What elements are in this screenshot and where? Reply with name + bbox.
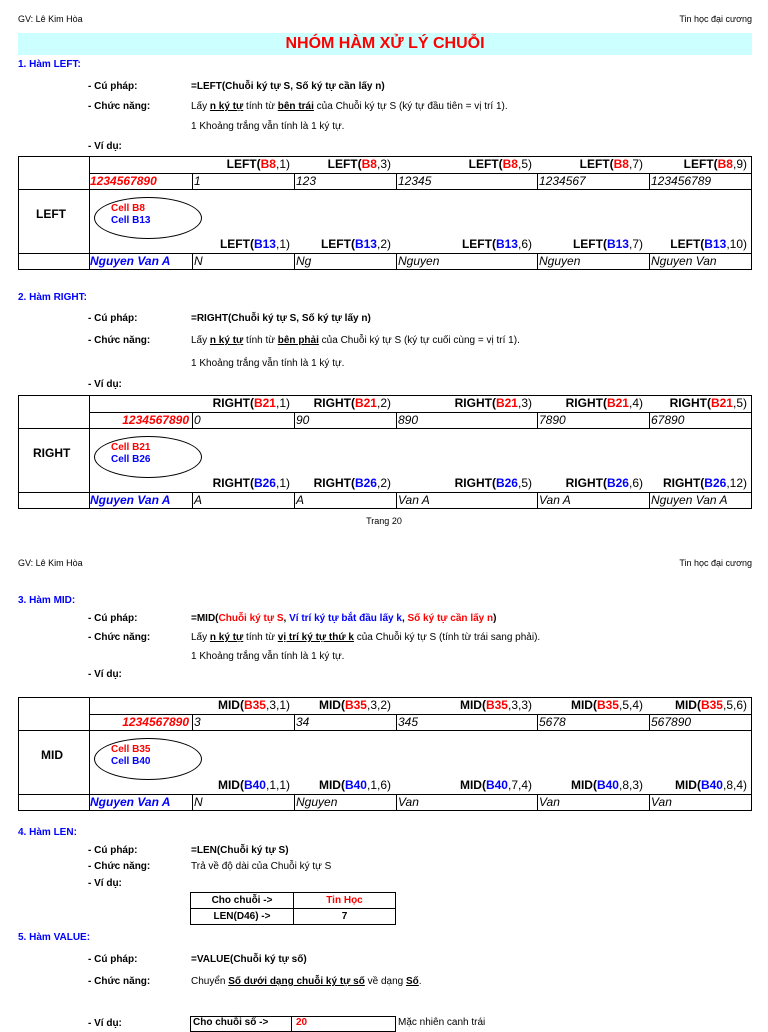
mid-formula-1-5: MID(B35,5,6) bbox=[674, 698, 747, 712]
mid-formula-2-5: MID(B40,8,4) bbox=[674, 778, 747, 792]
mid-result-1-2: 34 bbox=[296, 715, 310, 729]
left-result-2-4: Nguyen bbox=[539, 254, 581, 268]
left-syntax: =LEFT(Chuỗi ký tự S, Số ký tự cần lấy n) bbox=[191, 81, 385, 92]
len-description: Trả về độ dài của Chuỗi ký tự S bbox=[191, 861, 332, 872]
len-syntax: =LEN(Chuỗi ký tự S) bbox=[191, 845, 289, 856]
mid-result-1-4: 5678 bbox=[539, 715, 566, 729]
right-source-1: 1234567890 bbox=[122, 413, 189, 427]
right-result-1-1: 0 bbox=[194, 413, 201, 427]
function-label: - Chức năng: bbox=[88, 632, 151, 643]
value-heading: 5. Hàm VALUE: bbox=[18, 932, 91, 943]
len-value-1: Tin Học bbox=[294, 893, 396, 909]
function-label: - Chức năng: bbox=[88, 861, 151, 872]
example-label: - Ví dụ: bbox=[88, 379, 122, 390]
left-formula-2-2: LEFT(B13,2) bbox=[320, 237, 391, 251]
mid-result-1-3: 345 bbox=[398, 715, 419, 729]
right-result-2-5: Nguyen Van A bbox=[651, 493, 728, 507]
function-label: - Chức năng: bbox=[88, 335, 151, 346]
right-result-2-4: Van A bbox=[539, 493, 571, 507]
mid-formula-2-1: MID(B40,1,1) bbox=[217, 778, 290, 792]
value-val: 20 bbox=[296, 1017, 308, 1028]
right-formula-2-1: RIGHT(B26,1) bbox=[212, 476, 290, 490]
mid-result-2-1: N bbox=[194, 795, 203, 809]
mid-formula-1-2: MID(B35,3,2) bbox=[318, 698, 391, 712]
mid-result-2-3: Van bbox=[398, 795, 419, 809]
right-formula-1-3: RIGHT(B21,3) bbox=[454, 396, 532, 410]
mid-formula-1-3: MID(B35,3,3) bbox=[459, 698, 532, 712]
right-result-1-5: 67890 bbox=[651, 413, 685, 427]
example-label: - Ví dụ: bbox=[88, 141, 122, 152]
len-value-2: 7 bbox=[294, 909, 396, 925]
author-label-2: GV: Lê Kim Hòa bbox=[18, 558, 83, 568]
left-formula-1-4: LEFT(B8,7) bbox=[579, 157, 643, 171]
mid-cell-callout: Cell B35 Cell B40 bbox=[94, 738, 202, 780]
mid-formula-1-4: MID(B35,5,4) bbox=[570, 698, 643, 712]
left-source-1: 1234567890 bbox=[90, 174, 157, 188]
mid-formula-1-1: MID(B35,3,1) bbox=[217, 698, 290, 712]
left-formula-2-3: LEFT(B13,6) bbox=[461, 237, 532, 251]
mid-source-1: 1234567890 bbox=[122, 715, 189, 729]
right-formula-1-5: RIGHT(B21,5) bbox=[669, 396, 747, 410]
syntax-label: - Cú pháp: bbox=[88, 954, 138, 965]
len-example-table bbox=[190, 892, 396, 925]
right-example-table bbox=[18, 395, 752, 509]
function-label: - Chức năng: bbox=[88, 101, 151, 112]
course-label: Tin học đại cương bbox=[679, 14, 752, 24]
left-row-label: LEFT bbox=[36, 207, 66, 221]
right-cell-callout: Cell B21 Cell B26 bbox=[94, 436, 202, 478]
right-syntax: =RIGHT(Chuỗi ký tự S, Số ký tự lấy n) bbox=[191, 313, 371, 324]
mid-formula-2-2: MID(B40,1,6) bbox=[318, 778, 391, 792]
len-heading: 4. Hàm LEN: bbox=[18, 827, 77, 838]
right-result-1-3: 890 bbox=[398, 413, 419, 427]
left-cell-callout: Cell B8 Cell B13 bbox=[94, 197, 202, 239]
right-formula-1-2: RIGHT(B21,2) bbox=[313, 396, 391, 410]
left-result-1-1: 1 bbox=[194, 174, 201, 188]
right-formula-2-3: RIGHT(B26,5) bbox=[454, 476, 532, 490]
right-heading: 2. Hàm RIGHT: bbox=[18, 292, 87, 303]
right-formula-2-4: RIGHT(B26,6) bbox=[565, 476, 643, 490]
left-result-2-2: Ng bbox=[296, 254, 312, 268]
example-label: - Ví dụ: bbox=[88, 878, 122, 889]
space-note: 1 Khoảng trắng vẫn tính là 1 ký tự. bbox=[191, 121, 345, 132]
left-formula-1-1: LEFT(B8,1) bbox=[226, 157, 290, 171]
left-formula-1-5: LEFT(B8,9) bbox=[683, 157, 747, 171]
mid-result-1-1: 3 bbox=[194, 715, 201, 729]
left-result-1-3: 12345 bbox=[398, 174, 432, 188]
right-result-1-2: 90 bbox=[296, 413, 310, 427]
len-label-1: Cho chuỗi -> bbox=[191, 893, 294, 909]
space-note: 1 Khoảng trắng vẫn tính là 1 ký tự. bbox=[191, 358, 345, 369]
mid-result-2-5: Van bbox=[651, 795, 672, 809]
right-description: Lấy n ký tự tính từ bên phải của Chuỗi ký tự S (ký tự cuối cùng = vị trí 1). bbox=[191, 335, 520, 346]
space-note: 1 Khoảng trắng vẫn tính là 1 ký tự. bbox=[191, 651, 345, 662]
left-formula-2-5: LEFT(B13,10) bbox=[670, 237, 747, 251]
mid-formula-2-3: MID(B40,7,4) bbox=[459, 778, 532, 792]
value-description: Chuyển Số dưới dạng chuỗi ký tự số về dạng Số. bbox=[191, 976, 422, 987]
value-example-label: - Ví dụ: bbox=[88, 1018, 122, 1029]
right-formula-1-1: RIGHT(B21,1) bbox=[212, 396, 290, 410]
mid-heading: 3. Hàm MID: bbox=[18, 595, 76, 606]
page-number: Trang 20 bbox=[366, 516, 402, 526]
right-formula-2-2: RIGHT(B26,2) bbox=[313, 476, 391, 490]
mid-result-2-2: Nguyen bbox=[296, 795, 338, 809]
left-formula-1-2: LEFT(B8,3) bbox=[327, 157, 391, 171]
syntax-label: - Cú pháp: bbox=[88, 81, 138, 92]
syntax-label: - Cú pháp: bbox=[88, 613, 138, 624]
function-label: - Chức năng: bbox=[88, 976, 151, 987]
syntax-label: - Cú pháp: bbox=[88, 313, 138, 324]
right-source-2: Nguyen Van A bbox=[90, 493, 171, 507]
left-formula-2-1: LEFT(B13,1) bbox=[219, 237, 290, 251]
right-result-2-2: A bbox=[296, 493, 305, 507]
left-result-2-1: N bbox=[194, 254, 203, 268]
example-label: - Ví dụ: bbox=[88, 669, 122, 680]
left-heading: 1. Hàm LEFT: bbox=[18, 59, 81, 70]
right-result-2-1: A bbox=[194, 493, 203, 507]
left-source-2: Nguyen Van A bbox=[90, 254, 171, 268]
mid-example-table bbox=[18, 697, 752, 811]
value-syntax: =VALUE(Chuỗi ký tự số) bbox=[191, 954, 307, 965]
left-result-2-5: Nguyen Van bbox=[651, 254, 717, 268]
mid-row-label: MID bbox=[41, 748, 63, 762]
mid-description: Lấy n ký tự tính từ vị trí ký tự thứ k của Chuỗi ký tự S (tính từ trái sang phải). bbox=[191, 632, 541, 643]
author-label: GV: Lê Kim Hòa bbox=[18, 14, 83, 24]
mid-syntax: =MID(Chuỗi ký tự S, Ví trí ký tự bắt đầu lấy k, Số ký tự cần lấy n) bbox=[191, 613, 497, 624]
syntax-label: - Cú pháp: bbox=[88, 845, 138, 856]
mid-source-2: Nguyen Van A bbox=[90, 795, 171, 809]
value-note: Mặc nhiên canh trái bbox=[398, 1017, 486, 1028]
right-result-1-4: 7890 bbox=[539, 413, 566, 427]
left-result-2-3: Nguyen bbox=[398, 254, 440, 268]
value-example-row bbox=[190, 1016, 396, 1032]
left-result-1-5: 123456789 bbox=[651, 174, 712, 188]
len-label-2: LEN(D46) -> bbox=[191, 909, 294, 925]
mid-result-1-5: 567890 bbox=[651, 715, 692, 729]
right-formula-1-4: RIGHT(B21,4) bbox=[565, 396, 643, 410]
right-formula-2-5: RIGHT(B26,12) bbox=[662, 476, 747, 490]
left-result-1-2: 123 bbox=[296, 174, 317, 188]
left-formula-1-3: LEFT(B8,5) bbox=[468, 157, 532, 171]
left-description: Lấy n ký tự tính từ bên trái của Chuỗi ký tự S (ký tự đầu tiên = vị trí 1). bbox=[191, 101, 508, 112]
value-label: Cho chuỗi số -> bbox=[191, 1017, 292, 1031]
page-title: NHÓM HÀM XỬ LÝ CHUỖI bbox=[18, 33, 752, 55]
right-row-label: RIGHT bbox=[33, 446, 71, 460]
mid-result-2-4: Van bbox=[539, 795, 560, 809]
right-result-2-3: Van A bbox=[398, 493, 430, 507]
course-label-2: Tin học đại cương bbox=[679, 558, 752, 568]
left-formula-2-4: LEFT(B13,7) bbox=[572, 237, 643, 251]
mid-formula-2-4: MID(B40,8,3) bbox=[570, 778, 643, 792]
left-example-table bbox=[18, 156, 752, 270]
left-result-1-4: 1234567 bbox=[539, 174, 586, 188]
